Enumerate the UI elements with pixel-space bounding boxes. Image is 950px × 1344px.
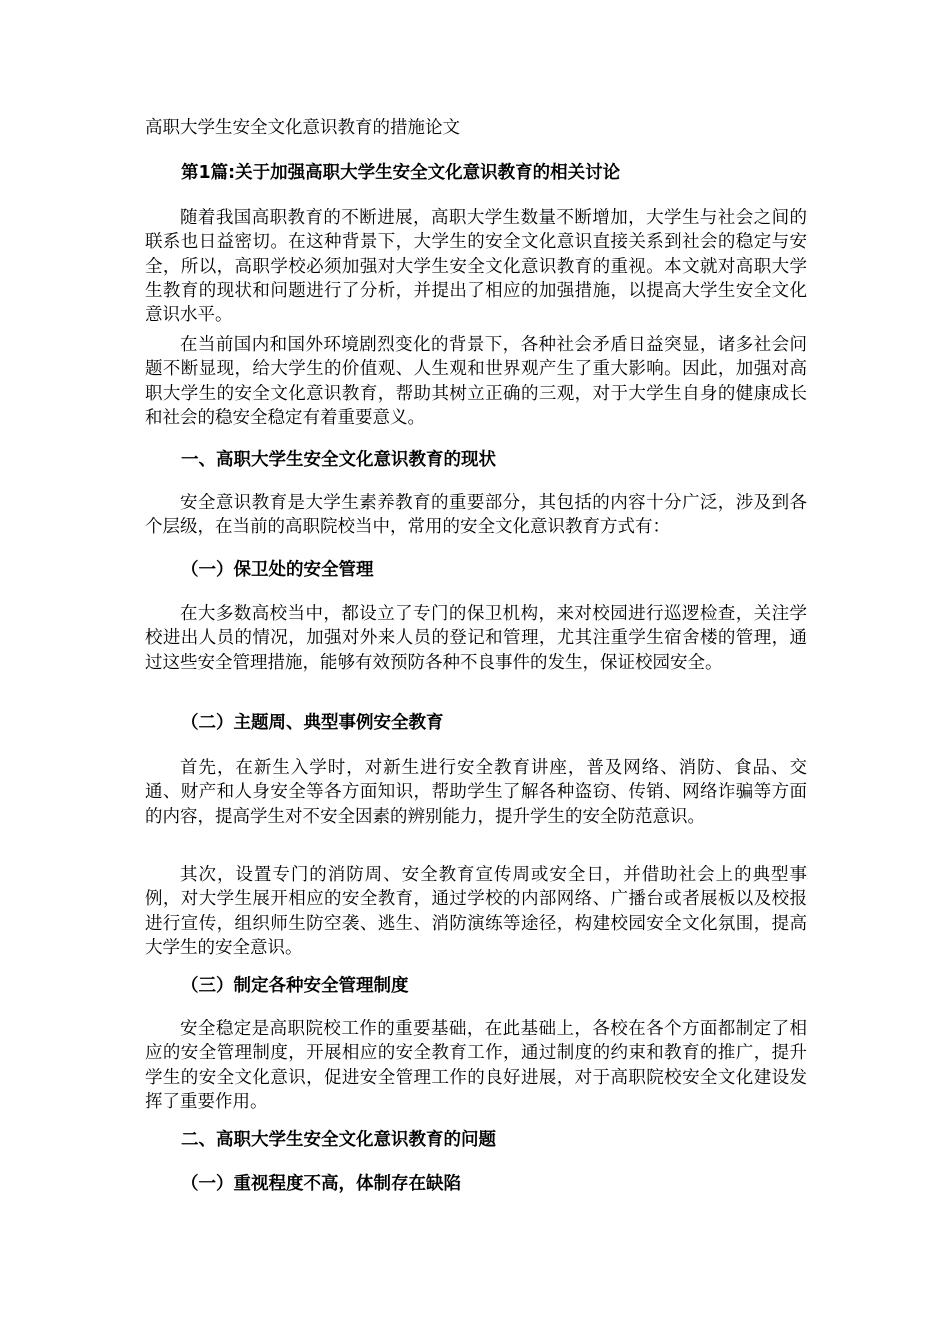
subsection-1-1-heading: （一）保卫处的安全管理	[181, 560, 374, 580]
subsection-2-1-heading: （一）重视程度不高，体制存在缺陷	[181, 1174, 461, 1194]
subsection-1-3-heading: （三）制定各种安全管理制度	[181, 976, 409, 996]
article-heading: 第1篇:关于加强高职大学生安全文化意识教育的相关讨论	[181, 163, 621, 183]
subsection-1-2-paragraph-1: 首先，在新生入学时，对新生进行安全教育讲座，普及网络、消防、食品、交通、财产和人身安全等各方面知识，帮助学生了解各种盗窃、传销、网络诈骗等方面的内容，提高学生对不安全因素的辨别能力，提升学生的安全防范意识。	[145, 758, 807, 827]
subsection-1-3-paragraph: 安全稳定是高职院校工作的重要基础，在此基础上，各校在各个方面都制定了相应的安全管理制度，开展相应的安全教育工作，通过制度的约束和教育的推广，提升学生的安全文化意识，促进安全管理工作的良好进展，对于高职院校安全文化建设发挥了重要作用。	[145, 1019, 807, 1112]
subsection-1-2-paragraph-2: 其次，设置专门的消防周、安全教育宣传周或安全日，并借助社会上的典型事例，对大学生展开相应的安全教育，通过学校的内部网络、广播台或者展板以及校报进行宣传，组织师生防空袭、逃生、消防演练等途径，构建校园安全文化氛围，提高大学生的安全意识。	[145, 865, 807, 958]
subsection-1-1-paragraph: 在大多数高校当中，都设立了专门的保卫机构，来对校园进行巡逻检查，关注学校进出人员的情况，加强对外来人员的登记和管理，尤其注重学生宿舍楼的管理，通过这些安全管理措施，能够有效预防各种不良事件的发生，保证校园安全。	[145, 604, 807, 673]
section-1-paragraph: 安全意识教育是大学生素养教育的重要部分，其包括的内容十分广泛，涉及到各个层级，在当前的高职院校当中，常用的安全文化意识教育方式有：	[145, 493, 807, 538]
section-1-heading: 一、高职大学生安全文化意识教育的现状	[181, 450, 496, 470]
intro-paragraph-2: 在当前国内和国外环境剧烈变化的背景下，各种社会矛盾日益突显，诸多社会问题不断显现，给大学生的价值观、人生观和世界观产生了重大影响。因此，加强对高职大学生的安全文化意识教育，帮助其树立正确的三观，对于大学生自身的健康成长和社会的稳安全稳定有着重要意义。	[145, 335, 807, 428]
section-2-heading: 二、高职大学生安全文化意识教育的问题	[181, 1130, 496, 1150]
document-title: 高职大学生安全文化意识教育的措施论文	[145, 118, 460, 138]
intro-paragraph-1: 随着我国高职教育的不断进展，高职大学生数量不断增加，大学生与社会之间的联系也日益密切。在这种背景下，大学生的安全文化意识直接关系到社会的稳定与安全，所以，高职学校必须加强对大学生安全文化意识教育的重视。本文就对高职大学生教育的现状和问题进行了分析，并提出了相应的加强措施，以提高大学生安全文化意识水平。	[145, 208, 807, 326]
subsection-1-2-heading: （二）主题周、典型事例安全教育	[181, 713, 444, 733]
